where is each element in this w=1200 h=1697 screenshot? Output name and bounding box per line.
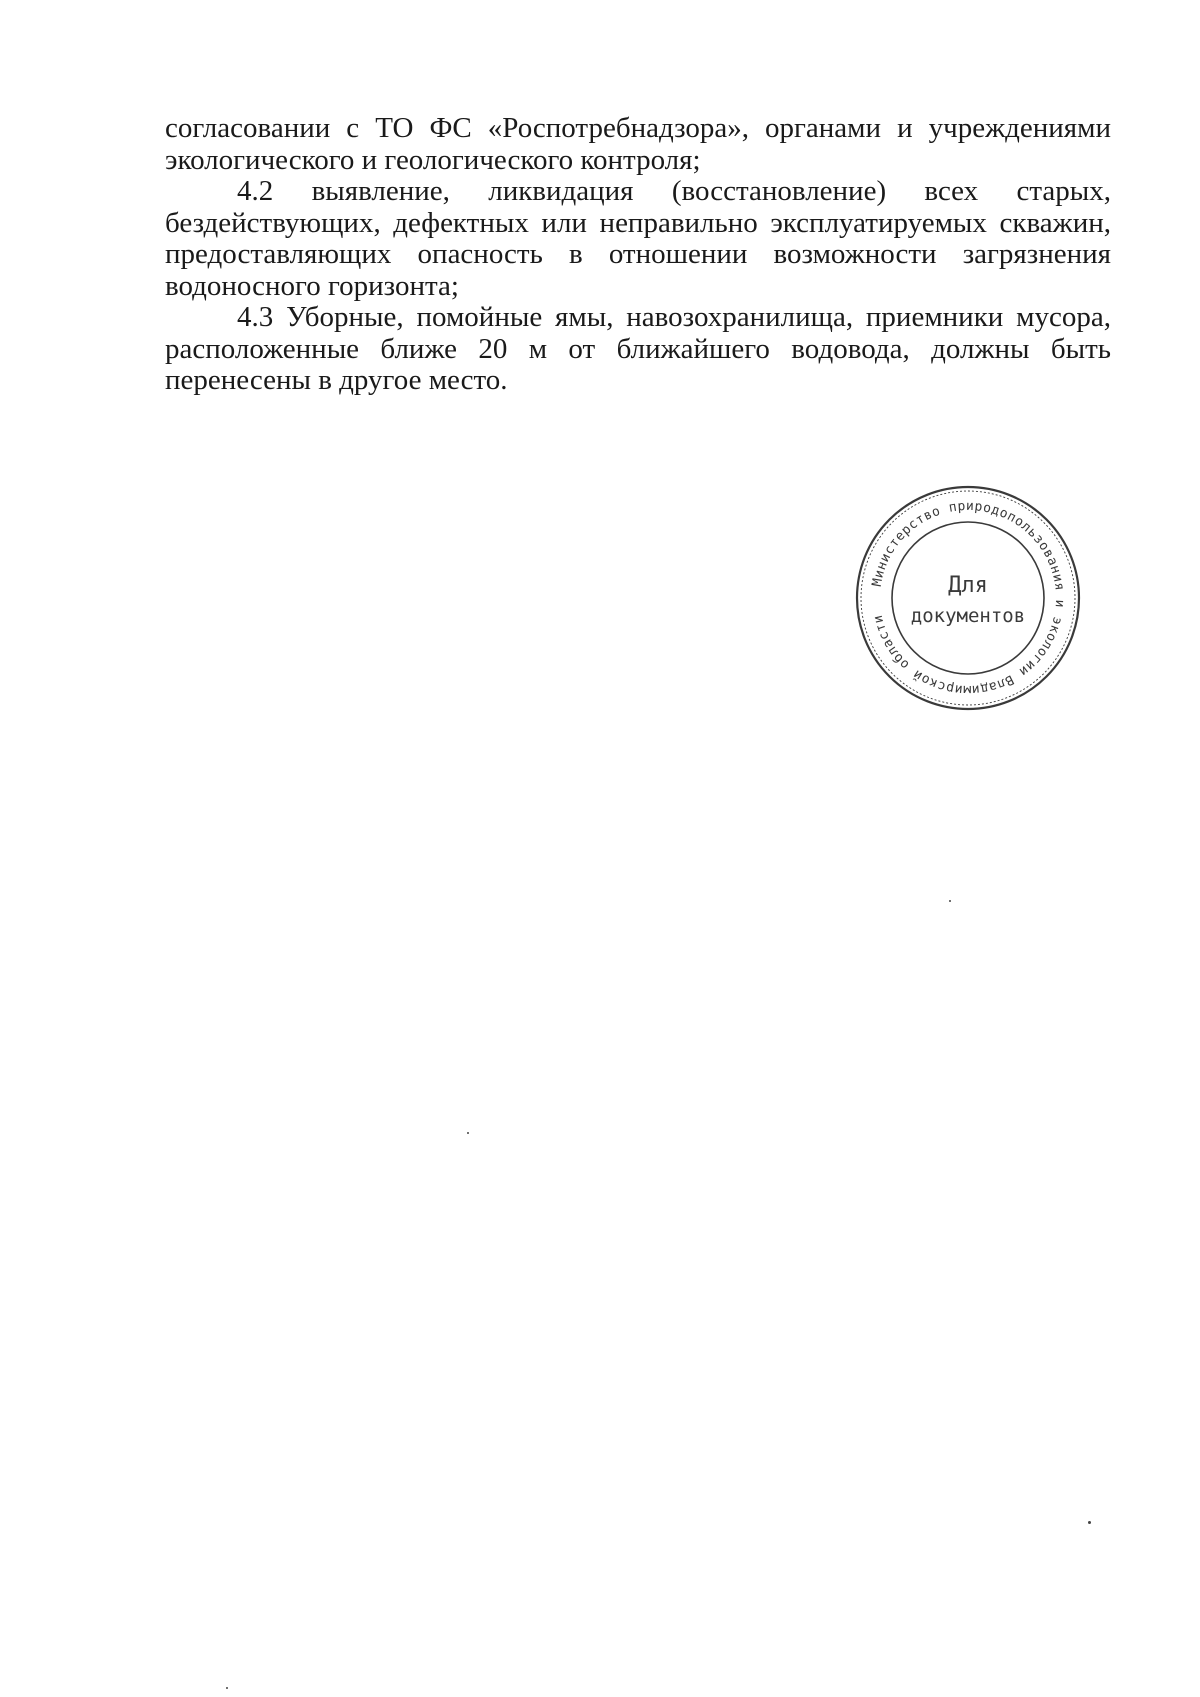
official-stamp <box>852 482 1084 714</box>
scan-speck <box>1088 1521 1091 1524</box>
paragraph-4-3: 4.3 Уборные, помойные ямы, навозохранилища, приемники мусора, расположенные ближе 20 м от ближайшего водовода, должны быть перенесены в другое место. <box>165 301 1111 396</box>
stamp-center-line2: документов <box>910 605 1026 627</box>
document-body <box>165 113 1111 397</box>
paragraph-continuation: согласовании с ТО ФС «Роспотребнадзора», органами и учреждениями экологического и геологического контроля; <box>165 112 1111 176</box>
scan-speck <box>949 900 951 902</box>
paragraph-4-2: 4.2 выявление, ликвидация (восстановление) всех старых, бездействующих, дефектных или неправильно эксплуатируемых скважин, предоставляющих опасность в отношении возможности загрязнения водоносного горизонта; <box>165 175 1111 302</box>
stamp-ring-text: Министерство природопользования и экологии Владимирской области <box>869 498 1068 698</box>
scan-speck <box>467 1132 469 1134</box>
scan-speck <box>226 1687 228 1689</box>
stamp-center-line1: Для <box>948 573 988 598</box>
stamp-seal-icon <box>852 482 1084 714</box>
